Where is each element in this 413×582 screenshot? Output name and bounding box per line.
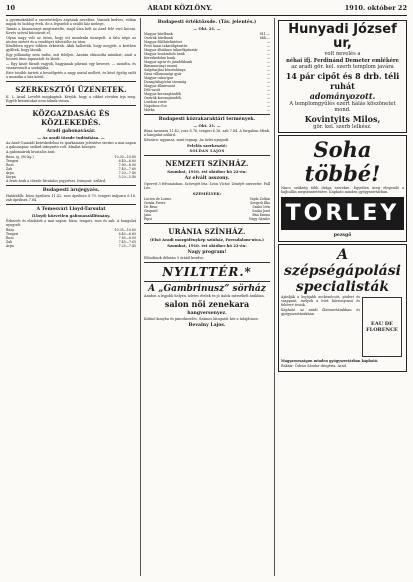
- editor-name: SOLDAN LAJOS: [189, 148, 225, 153]
- termeny-sub: — Okt. 21. —: [193, 123, 221, 128]
- vasut-title: Budapesti árujegyzés.: [42, 187, 100, 193]
- divider: [6, 204, 136, 205]
- gambrinusz-text: Aradon a legjobb helyen, ízletes ételek és jó italok mérsékelt árakban.: [144, 294, 265, 299]
- table-row: Gonda Pierre Szegedi Ilka: [144, 201, 270, 206]
- hunyadi-price: 14 pár cipőt és 8 drb. téli ruhát: [285, 70, 400, 91]
- table-row: Árpa 7.25—7.45: [6, 243, 136, 248]
- table-row: Kereskedelmi bank —: [144, 56, 270, 60]
- table-row: Osztrák hitelbank 664.—: [144, 36, 270, 40]
- table-row: Napoleon d'or —: [144, 104, 270, 108]
- table-row: Magyar koronajáradék —: [144, 92, 270, 96]
- nemzeti-title: NEMZETI SZÍNHÁZ.: [165, 158, 249, 168]
- newspaper-page: [6, 4, 407, 578]
- torley-logo: TORLEY: [281, 197, 404, 230]
- issue-date: 1910. október 22: [344, 4, 407, 12]
- ertektozsde-sub: — Okt. 21. —: [193, 26, 221, 31]
- eau-text: Kapható az aradi illatszertárakban és gyógyszertárakban.: [281, 308, 360, 317]
- table-row: Salgótarjáni kőszénbánya —: [144, 68, 270, 72]
- hunyadi-sub: volt nevelés a: [324, 51, 361, 57]
- page-header: [6, 4, 407, 16]
- table-row: Magyar földhitelintézet —: [144, 40, 270, 44]
- divider: [144, 223, 270, 224]
- divider: [144, 262, 270, 263]
- eau-line-2: FLORENCE: [366, 327, 398, 334]
- table-row: Lucien de Lorme Vajda Zoltán: [144, 197, 270, 202]
- cast-table: [144, 197, 270, 221]
- urania-title: URÁNIA SZÍNHÁZ.: [168, 227, 246, 237]
- table-row: Rozs 7.85—8.05: [6, 235, 136, 240]
- hunyadi-thanks: A templomgyűlés ezért hálás köszönetet mond.: [289, 100, 396, 113]
- table-row: Zab 7.40—7.60: [6, 166, 136, 171]
- termeny-title: Budapesti közrakaraktári termények.: [158, 117, 256, 122]
- nemzeti-perf: Az elvált asszony.: [184, 175, 230, 181]
- hunyadi-shop: néhai ifj. Ferdinánd Demeter emlékére: [286, 57, 399, 64]
- table-row: Osztrák koronajáradék —: [144, 96, 270, 100]
- table-row: Londoni rente —: [144, 100, 270, 104]
- gabona-head: A gabonaáruk hivatalos árai:: [6, 149, 56, 154]
- column-2: [140, 18, 270, 576]
- price-table: [6, 155, 136, 179]
- hunyadi-ad: [278, 20, 407, 133]
- tobbe-ad: [278, 135, 407, 242]
- table-row: Magyar agrár és járadékbank —: [144, 60, 270, 64]
- column-1: [6, 18, 136, 576]
- table-row: Rimamurányi vasmű —: [144, 64, 270, 68]
- bottom-note: Magyarországon minden gyógyszertárban kapható.: [281, 359, 379, 364]
- table-row: Jana Bán Emma: [144, 213, 270, 218]
- table-row: Ganz villamossági gyár —: [144, 72, 270, 76]
- vasut-text: Határidők: búza áprilisra 11.42, rozs áprilisra 8.79, tengeri májusra 6.16, zab áprilisra 7.84.: [6, 193, 136, 202]
- table-row: Magyar leszámítoló bank —: [144, 52, 270, 56]
- urania-sub: (Első Aradi mozgófénykép színház, Forradalom-utca.): [150, 237, 264, 243]
- article-paragraph: Olyan nagy volt az öröm, hogy ott mindenki ünnepelt. A falu népe az utcára sietett és a vendéget üdvözölte az úton.: [6, 35, 136, 44]
- table-row: Tengeri 6.40—6.60: [6, 231, 136, 236]
- table-row: Árpa 7.20—7.40: [6, 170, 136, 175]
- cafe-sub: hangversenyez.: [187, 310, 227, 316]
- table-row: Magyar államvasút —: [144, 84, 270, 88]
- ertektozsde-title: Budapesti értéktőzsde. (Táv. jelentés.): [157, 20, 257, 25]
- divider: [144, 281, 270, 282]
- table-row: Tengeri 6.40—6.60: [6, 158, 136, 163]
- kovintyits-name: Kovintyits Milos,: [304, 113, 381, 124]
- eau-line-1: EAU DE: [371, 321, 393, 328]
- termeny-text-2: Készáru: ugyanaz, mint tegnap. Az üzlet nyugodt.: [144, 137, 230, 142]
- cafe-text: Kitűnő konyha és pincekezelés. Számos látogatót kér a tulajdonos:: [144, 316, 259, 321]
- nyiltter-title: NYILTTÉR.*: [162, 265, 252, 280]
- gambrinusz-title: A „Gambrinusz” sörház: [148, 284, 266, 295]
- hunyadi-title: Hunyadi József ur,: [288, 22, 397, 51]
- table-row: Márka —: [144, 108, 270, 112]
- torley-sub: pezsgő: [333, 233, 352, 239]
- urania-prog: Nagy program!: [187, 250, 227, 256]
- lloyd-text: Érkezett és eladatott a mai napon: búza, tengeri, rozs és zab. A hangulat nyugodt.: [6, 218, 136, 227]
- gabona-text: Az Arad-Csanádi kereskedelmi és iparkamara jelentése szerint a mai napon a gabonapiac szilárd irányzatú volt. Kínálat közepes.: [6, 141, 136, 150]
- article-paragraph: Egy pillanatig nem tudta, mit feleljen. Azután elmondta mindazt, amit a hosszú úton tapasztalt és látott.: [6, 53, 136, 62]
- table-row: De Brun Szabó Irén: [144, 205, 270, 210]
- table-row: Búza 10.35—10.80: [6, 227, 136, 232]
- urania-text: Előadások délután 5 órától kezdve.: [144, 256, 205, 261]
- table-row: Dunagőzhajózási társaság —: [144, 80, 270, 84]
- section-title-kozgaz: KÖZGAZDASÁG ÉS KÖZLEKEDÉS.: [32, 109, 110, 128]
- lloyd-title: A Temesvári Lloyd-Tarsulat: [36, 206, 106, 212]
- table-row: Magyar hitelbank 811.—: [144, 32, 270, 36]
- nemzeti-date: Szombat, 1910. évi október hó 22-én:: [167, 168, 247, 174]
- divider: [144, 155, 270, 156]
- owner-name: Bevalny Lajos.: [188, 322, 226, 328]
- bottom-note-2: Raktár: Ödeau Sándor drogéria, Arad.: [281, 363, 347, 368]
- hunyadi-adomany: adományozott.: [309, 90, 376, 101]
- divider: [144, 114, 270, 115]
- article-paragraph: Tamás a kisasszonyt megtisztelte, majd útra kelt az Arad felé vivő kocsin. Kevés szóval búcsúzott el.: [6, 26, 136, 35]
- page-number: 10: [6, 4, 16, 12]
- nemzeti-text: Operett 3 felvonásban. Szövegét írta: Leon Victor. Zenéjét szerzette: Fall Leo.: [144, 181, 270, 190]
- divider: [6, 105, 136, 106]
- table-row: Pesti hazai takarékpénztár —: [144, 44, 270, 48]
- gabona-title: Aradi gabonavásár.: [46, 129, 96, 135]
- prices-note: A fenti árak a tőzsde hivatalos jegyzései. Irányzat: szilárd.: [6, 178, 107, 183]
- article-paragraph: Későbben egyre többen érkeztek. Akik hallották, hogy megjött, a kertben gyűltek, hogy lássák.: [6, 44, 136, 53]
- article-paragraph: a gyermekekből a szeretetteljes anyának nevelése. Vannak kedves, vidám napok és boldog évek, de a legszebb a szülői ház melege.: [6, 18, 136, 27]
- table-row: Déli vasút —: [144, 88, 270, 92]
- article-paragraph: Este tovább tartott a beszélgetés a nagy asztal mellett, és késő éjjelig szólt a muzsika a ház körül.: [6, 70, 136, 79]
- szerk-text: K. L. Arad. Levelét megkaptuk. Kérjük, hogy a cikket röviden írja meg. Egyéb kéziratokat nem adunk vissza.: [6, 94, 136, 103]
- termeny-text: Búza tavaszra 11.42, rozs 8.76, tengeri 6.16, zab 7.84. A forgalom élénk, a hangulat szilárd.: [144, 129, 270, 138]
- article-paragraph: — Egy kissé fáradt vagyok, hagyjanak pihenni egy keveset, — mondta, és visszavonult a szobájába.: [6, 61, 136, 70]
- stock-table: [144, 32, 270, 112]
- column-3: [274, 18, 407, 576]
- table-row: Korpa 5.20—5.40: [6, 174, 136, 179]
- table-row: Búza, uj, (80 kg.) 10.30—10.80: [6, 154, 136, 159]
- divider: [6, 185, 136, 186]
- table-row: Pipsi Nagy Sándor: [144, 217, 270, 222]
- editor-label: Felelős szerkesztő:: [187, 142, 227, 148]
- lloyd-sub: (Lloyd) közvetlen gabonaszállítmány.: [31, 212, 111, 218]
- table-row: Magyar általános takarékpénztár —: [144, 48, 270, 52]
- newspaper-title: ARADI KÖZLÖNY.: [147, 4, 213, 12]
- szepseg-text: Ajánlják a legújabb arckenőcsöt, púdert és szappant, melyek a bőrt bársonyossá és fehérré teszik.: [281, 295, 360, 308]
- section-title-szerk: SZERKESZTŐI ÜZENETEK.: [15, 84, 127, 94]
- table-row: Gaspard Szalai Jenő: [144, 209, 270, 214]
- table-row: Magyar cukoripar —: [144, 76, 270, 80]
- kovintyits-sub: gör. kel. szerb lelkész.: [313, 123, 372, 130]
- szepseg-title: A szépségápolási specialisták: [284, 247, 401, 296]
- tobbe-text: Nincs szükség több drága szerekre. Egyetlen üveg elegendő a hajhullás megszüntetésére. Kapható minden gyógyszertárban.: [281, 186, 404, 195]
- urania-date: Szombat, 1910. évi október hó 22-én:: [167, 243, 247, 249]
- szepseg-ad: [278, 244, 407, 371]
- cast-title: SZEMÉLYEK:: [192, 191, 222, 197]
- columns: [6, 18, 407, 576]
- hunyadi-text: az aradi gör. kel. szerb templom javára: [291, 64, 394, 70]
- eau-de-florence-bottle: [362, 297, 402, 357]
- cafe-title: salon női zenekara: [164, 298, 250, 309]
- divider: [6, 81, 136, 82]
- gabona-sub: — Az aradi tőzsde tudósítása. —: [37, 135, 105, 141]
- table-row: Zab 7.45—7.65: [6, 239, 136, 244]
- lloyd-table: [6, 228, 136, 248]
- tobbe-title: Soha többé!: [304, 137, 381, 186]
- table-row: Rozs 7.80—8.00: [6, 162, 136, 167]
